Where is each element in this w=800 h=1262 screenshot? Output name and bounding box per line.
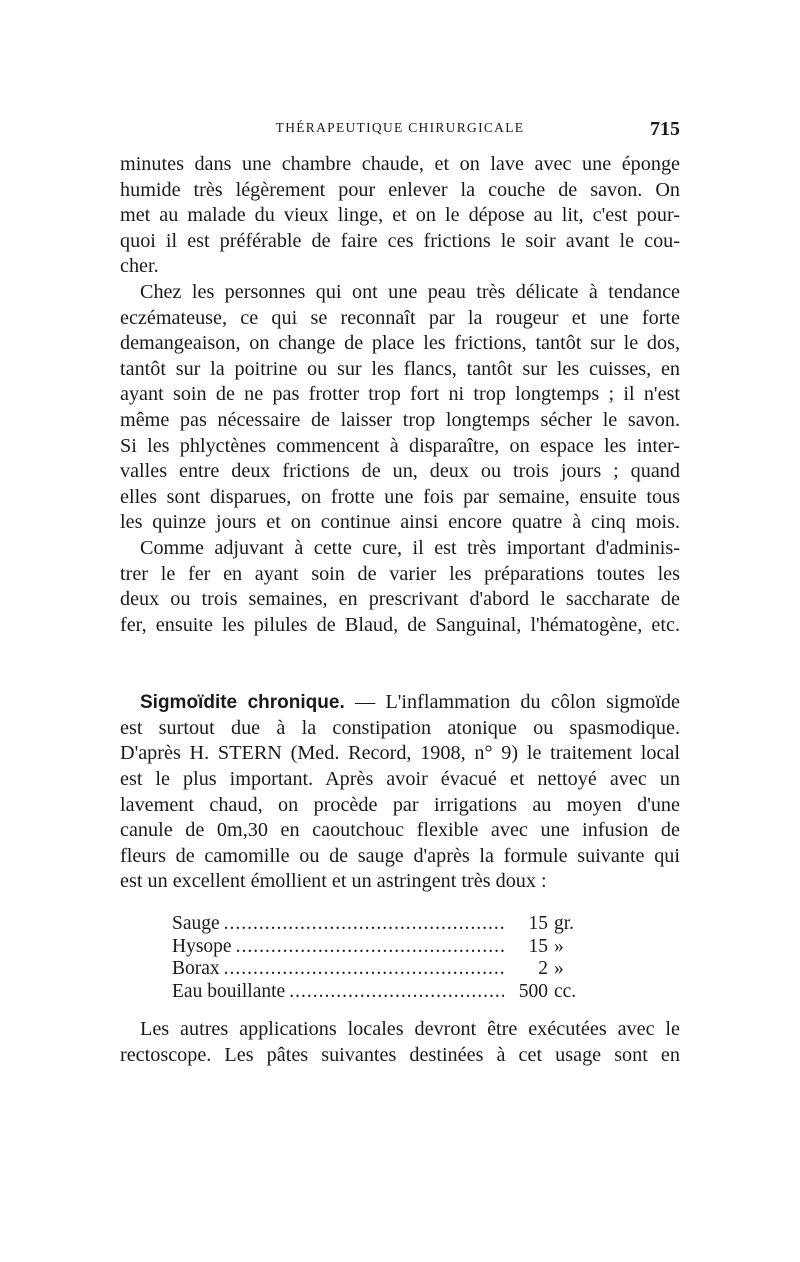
text-line: est un excellent émollient et un astringent très doux : xyxy=(120,870,547,893)
recipe-row xyxy=(120,911,592,934)
ingredient-unit: gr. xyxy=(554,913,575,935)
ingredient-name: Borax xyxy=(172,958,220,980)
ingredient-name: Eau bouillante xyxy=(172,980,286,1002)
text-line: met au malade du vieux linge, et on le dépose au lit, c'est pour- xyxy=(120,204,680,227)
text-line: humide très légèrement pour enlever la couche de savon. On xyxy=(120,178,680,201)
ingredient-unit: cc. xyxy=(554,980,577,1002)
dot-leader xyxy=(289,979,504,1005)
recipe-row xyxy=(120,934,592,957)
ingredient-quantity: 15 xyxy=(528,935,548,957)
running-head xyxy=(120,118,680,148)
paragraph-eczema xyxy=(120,280,680,536)
text-line: est surtout due à la constipation atonique ou spasmodique. xyxy=(120,716,680,739)
text-line: Chez les personnes qui ont une peau très délicate à tendance xyxy=(140,280,680,303)
text-line: quoi il est préférable de faire ces frictions le soir avant le cou- xyxy=(120,229,680,252)
running-title: THÉRAPEUTIQUE CHIRURGICALE xyxy=(275,120,525,135)
section-heading: Sigmoïdite chronique. xyxy=(140,692,345,714)
text-line: valles entre deux frictions de un, deux ou trois jours ; quand xyxy=(120,460,680,483)
text-line: canule de 0m,30 en caoutchouc flexible avec une infusion de xyxy=(120,819,680,842)
text-line: Les autres applications locales devront être exécutées avec le xyxy=(140,1018,680,1041)
text-line: rectoscope. Les pâtes suivantes destinées à cet usage sont en xyxy=(120,1043,680,1066)
text-line: les quinze jours et on continue ainsi encore quatre à cinq mois. xyxy=(120,511,680,534)
text-line: est le plus important. Après avoir évacué et nettoyé avec un xyxy=(120,768,680,791)
text-line: tantôt sur la poitrine ou sur les flancs, tantôt sur les cuisses, en xyxy=(120,357,680,380)
recipe-row xyxy=(120,956,592,979)
recipe-formula xyxy=(120,911,680,1001)
text-line: trer le fer en ayant soin de varier les préparations toutes les xyxy=(120,562,680,585)
section-heading-rest: — L'inflammation du côlon sigmoïde xyxy=(344,691,680,714)
text-line: fleurs de camomille ou de sauge d'après la formule suivante qui xyxy=(120,844,680,867)
text-line: D'après H. STERN (Med. Record, 1908, n° 9) le traitement local xyxy=(120,742,680,765)
text-line: Si les phlyctènes commencent à disparaître, on espace les inter- xyxy=(120,434,680,457)
ingredient-unit: » xyxy=(554,958,564,980)
text-line: minutes dans une chambre chaude, et on lave avec une éponge xyxy=(120,153,680,175)
body-text xyxy=(120,152,680,1068)
section-gap xyxy=(120,638,680,690)
ingredient-quantity: 500 xyxy=(518,980,548,1002)
text-line: eczémateuse, ce qui se reconnaît par la rougeur et une forte xyxy=(120,306,680,329)
recipe-row xyxy=(120,979,592,1002)
text-line: elles sont disparues, on frotte une fois par semaine, ensuite tous xyxy=(120,485,680,508)
text-line: ayant soin de ne pas frotter trop fort ni trop longtemps ; il n'est xyxy=(120,383,680,406)
section-first-line xyxy=(120,690,680,716)
ingredient-quantity: 2 xyxy=(538,958,548,980)
paragraph-iron xyxy=(120,536,680,638)
ingredient-name: Hysope xyxy=(172,935,232,957)
ingredient-quantity: 15 xyxy=(528,913,548,935)
text-line: même pas nécessaire de laisser trop longtemps sécher le savon. xyxy=(120,408,680,431)
text-line: demangeaison, on change de place les frictions, tantôt sur le dos, xyxy=(120,332,680,355)
text-line: deux ou trois semaines, en prescrivant d'abord le saccharate de xyxy=(120,588,680,611)
paragraph-closing xyxy=(120,1017,680,1068)
page-number: 715 xyxy=(650,118,680,140)
ingredient-name: Sauge xyxy=(172,913,220,935)
text-line: cher. xyxy=(120,255,159,278)
section-sigmoidite xyxy=(120,690,680,895)
text-line: Comme adjuvant à cette cure, il est très important d'adminis- xyxy=(140,536,680,559)
text-line: lavement chaud, on procède par irrigations au moyen d'une xyxy=(120,793,680,816)
text-line: fer, ensuite les pilules de Blaud, de Sanguinal, l'hématogène, etc. xyxy=(120,613,680,636)
paragraph-continuation xyxy=(120,152,680,280)
ingredient-unit: » xyxy=(554,935,564,957)
